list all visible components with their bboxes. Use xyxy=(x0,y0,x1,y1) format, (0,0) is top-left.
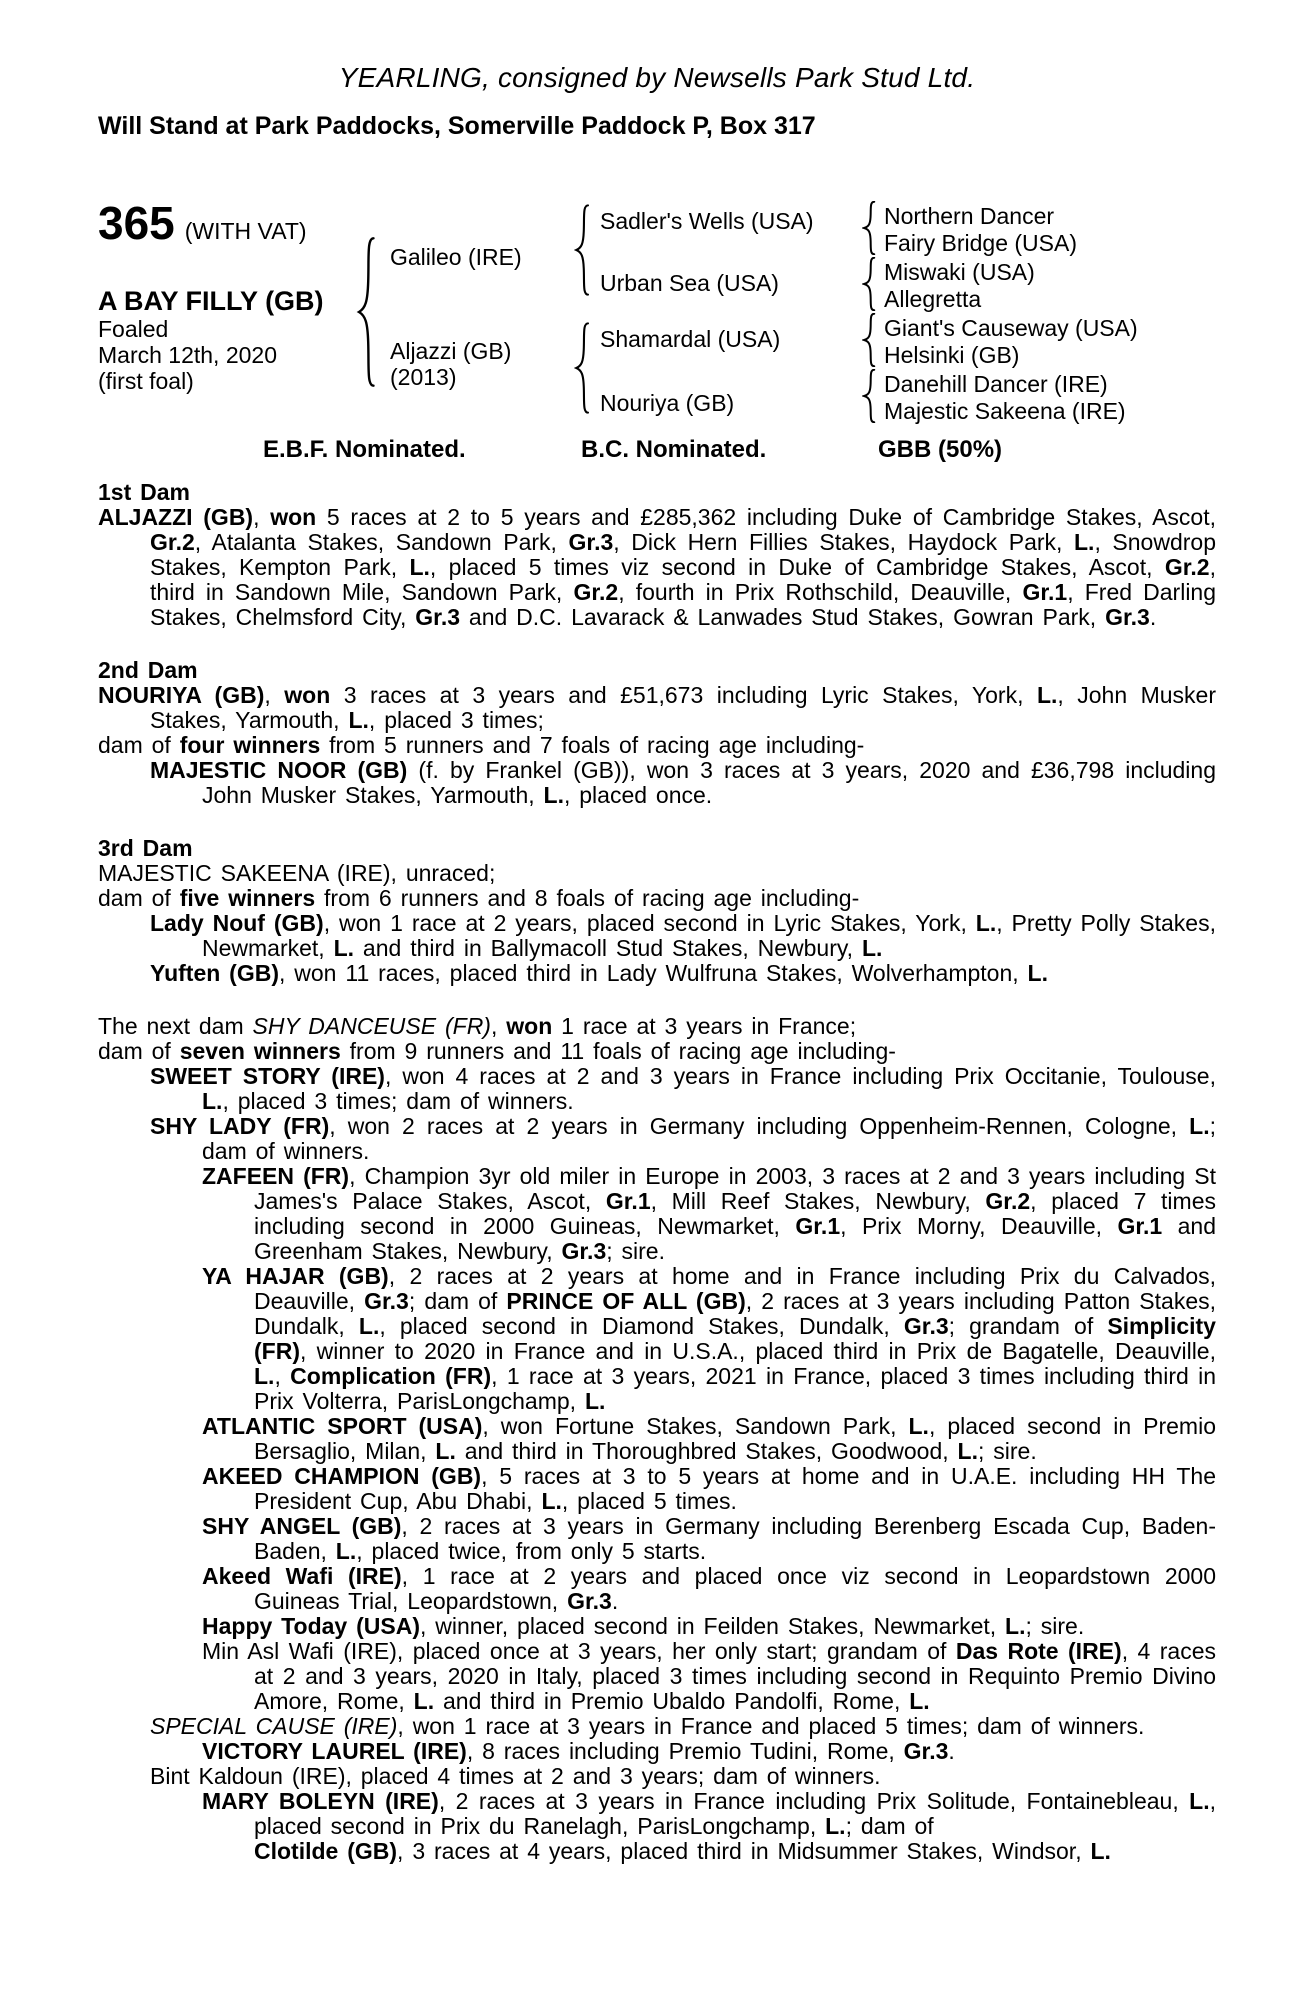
pedigree-brace-icon xyxy=(574,204,590,296)
dam-year: (2013) xyxy=(390,364,457,390)
pedigree-paragraph: ZAFEEN (FR), Champion 3yr old miler in Europe in 2003, 3 races at 2 and 3 years including St James's Palace Stakes, Ascot, Gr.1, Mill Reef Stakes, Newbury, Gr.2, placed 7 times including second in 2000 Guineas, Newmarket, Gr.1, Prix Morny, Deauville, Gr.1 and Greenham Stakes, Newbury, Gr.3; sire. xyxy=(202,1163,1217,1264)
pedigree-paragraph: VICTORY LAUREL (IRE), 8 races including Premio Tudini, Rome, Gr.3. xyxy=(202,1738,955,1764)
pedigree-paragraph: MARY BOLEYN (IRE), 2 races at 3 years in France including Prix Solitude, Fontainebleau, L., placed second in Prix du Ranelagh, ParisLongchamp, L.; dam of xyxy=(202,1788,1216,1839)
pedigree-text xyxy=(98,480,1216,1864)
great-grandparent-name: Majestic Sakeena (IRE) xyxy=(884,398,1126,424)
pedigree-paragraph: Clotilde (GB), 3 races at 4 years, placed third in Midsummer Stakes, Windsor, L. xyxy=(254,1838,1111,1864)
granddam-name: Urban Sea (USA) xyxy=(600,270,779,296)
pedigree-paragraph: Yuften (GB), won 11 races, placed third in Lady Wulfruna Stakes, Wolverhampton, L. xyxy=(150,960,1048,986)
pedigree-paragraph: SPECIAL CAUSE (IRE), won 1 race at 3 years in France and placed 5 times; dam of winners. xyxy=(150,1713,1145,1739)
pedigree-paragraph: dam of four winners from 5 runners and 7 foals of racing age including- xyxy=(98,732,865,758)
pedigree-paragraph: YA HAJAR (GB), 2 races at 2 years at home and in France including Prix du Calvados, Deauville, Gr.3; dam of PRINCE OF ALL (GB), 2 races at 3 years including Patton Stakes, Dundalk, L., placed second in Diamond Stakes, Dundalk, Gr.3; grandam of Simplicity (FR), winner to 2020 in France and in U.S.A., placed third in Prix de Bagatelle, Deauville, L., Complication (FR), 1 race at 3 years, 2021 in France, placed 3 times including third in Prix Volterra, ParisLongchamp, L. xyxy=(202,1263,1217,1414)
sire-name: Galileo (IRE) xyxy=(390,244,522,270)
foaled-label: Foaled xyxy=(98,316,169,342)
pedigree-brace-icon xyxy=(862,313,876,367)
pedigree-paragraph: MAJESTIC SAKEENA (IRE), unraced; xyxy=(98,860,496,886)
gbb-badge: GBB (50%) xyxy=(878,436,1003,463)
pedigree-brace-icon xyxy=(574,322,590,414)
pedigree-paragraph: The next dam SHY DANCEUSE (FR), won 1 race at 3 years in France; xyxy=(98,1013,857,1039)
pedigree-paragraph: SHY ANGEL (GB), 2 races at 3 years in Germany including Berenberg Escada Cup, Baden-Baden, L., placed twice, from only 5 starts. xyxy=(202,1513,1216,1564)
stand-location: Will Stand at Park Paddocks, Somerville Paddock P, Box 317 xyxy=(98,112,816,140)
pedigree-brace-icon xyxy=(356,236,376,388)
section-heading-2nd-dam: 2nd Dam xyxy=(98,657,198,683)
pedigree-paragraph: MAJESTIC NOOR (GB) (f. by Frankel (GB)), won 3 races at 3 years, 2020 and £36,798 including John Musker Stakes, Yarmouth, L., placed once. xyxy=(150,757,1216,808)
pedigree-paragraph: Akeed Wafi (IRE), 1 race at 2 years and placed once viz second in Leopardstown 2000 Guineas Trial, Leopardstown, Gr.3. xyxy=(202,1563,1216,1614)
pedigree-paragraph: SWEET STORY (IRE), won 4 races at 2 and 3 years in France including Prix Occitanie, Toulouse, L., placed 3 times; dam of winners. xyxy=(150,1063,1216,1114)
section-next-dam xyxy=(98,1014,1216,1864)
pedigree-paragraph: NOURIYA (GB), won 3 races at 3 years and £51,673 including Lyric Stakes, York, L., John Musker Stakes, Yarmouth, L., placed 3 times; xyxy=(98,682,1217,733)
pedigree-brace-icon xyxy=(862,257,876,311)
pedigree-paragraph: Lady Nouf (GB), won 1 race at 2 years, placed second in Lyric Stakes, York, L., Pretty Polly Stakes, Newmarket, L. and third in Ballymacoll Stud Stakes, Newbury, L. xyxy=(150,910,1216,961)
pedigree-paragraph: SHY LADY (FR), won 2 races at 2 years in Germany including Oppenheim-Rennen, Cologne, L.; dam of winners. xyxy=(150,1113,1216,1164)
pedigree-paragraph: dam of seven winners from 9 runners and 11 foals of racing age including- xyxy=(98,1038,896,1064)
vat-note: (WITH VAT) xyxy=(184,218,307,244)
pedigree-paragraph: ATLANTIC SPORT (USA), won Fortune Stakes, Sandown Park, L., placed second in Premio Bersaglio, Milan, L. and third in Thoroughbred Stakes, Goodwood, L.; sire. xyxy=(202,1413,1216,1464)
great-grandparent-name: Helsinki (GB) xyxy=(884,342,1020,368)
pedigree-brace-icon xyxy=(862,201,876,255)
ebf-nomination: E.B.F. Nominated. xyxy=(263,436,466,463)
lot-number: 365 xyxy=(98,197,175,249)
page-title: YEARLING, consigned by Newsells Park Stud Ltd. xyxy=(338,62,976,93)
pedigree-paragraph: AKEED CHAMPION (GB), 5 races at 3 to 5 years at home and in U.A.E. including HH The President Cup, Abu Dhabi, L., placed 5 times. xyxy=(202,1463,1216,1514)
grandsire-name: Sadler's Wells (USA) xyxy=(600,208,814,234)
great-grandparent-name: Allegretta xyxy=(884,286,982,312)
bc-nomination: B.C. Nominated. xyxy=(581,436,767,463)
section-2nd-dam xyxy=(98,658,1216,808)
section-1st-dam xyxy=(98,480,1216,630)
section-heading-1st-dam: 1st Dam xyxy=(98,479,190,505)
great-grandparent-name: Fairy Bridge (USA) xyxy=(884,230,1077,256)
section-heading-3rd-dam: 3rd Dam xyxy=(98,835,193,861)
great-grandparent-name: Giant's Causeway (USA) xyxy=(884,315,1138,341)
first-foal-note: (first foal) xyxy=(98,368,194,394)
grandsire-name: Shamardal (USA) xyxy=(600,326,781,352)
great-grandparent-name: Miswaki (USA) xyxy=(884,259,1035,285)
horse-name: A BAY FILLY (GB) xyxy=(98,286,324,316)
foaled-date: March 12th, 2020 xyxy=(98,342,278,368)
lot-header xyxy=(98,197,307,249)
great-grandparent-name: Northern Dancer xyxy=(884,203,1055,229)
great-grandparent-name: Danehill Dancer (IRE) xyxy=(884,371,1108,397)
pedigree-paragraph: Min Asl Wafi (IRE), placed once at 3 years, her only start; grandam of Das Rote (IRE), 4 races at 2 and 3 years, 2020 in Italy, placed 3 times including second in Requinto Premio Divino Amore, Rome, L. and third in Premio Ubaldo Pandolfi, Rome, L. xyxy=(202,1638,1216,1714)
pedigree-paragraph: Happy Today (USA), winner, placed second in Feilden Stakes, Newmarket, L.; sire. xyxy=(202,1613,1085,1639)
pedigree-paragraph: Bint Kaldoun (IRE), placed 4 times at 2 and 3 years; dam of winners. xyxy=(150,1763,881,1789)
granddam-name: Nouriya (GB) xyxy=(600,390,735,416)
dam-name: Aljazzi (GB) xyxy=(390,338,512,364)
pedigree-paragraph: ALJAZZI (GB), won 5 races at 2 to 5 years and £285,362 including Duke of Cambridge Stakes, Ascot, Gr.2, Atalanta Stakes, Sandown Park, Gr.3, Dick Hern Fillies Stakes, Haydock Park, L., Snowdrop Stakes, Kempton Park, L., placed 5 times viz second in Duke of Cambridge Stakes, Ascot, Gr.2, third in Sandown Mile, Sandown Park, Gr.2, fourth in Prix Rothschild, Deauville, Gr.1, Fred Darling Stakes, Chelmsford City, Gr.3 and D.C. Lavarack & Lanwades Stud Stakes, Gowran Park, Gr.3. xyxy=(98,504,1217,630)
section-3rd-dam xyxy=(98,836,1216,986)
pedigree-paragraph: dam of five winners from 6 runners and 8 foals of racing age including- xyxy=(98,885,860,911)
pedigree-brace-icon xyxy=(862,369,876,423)
